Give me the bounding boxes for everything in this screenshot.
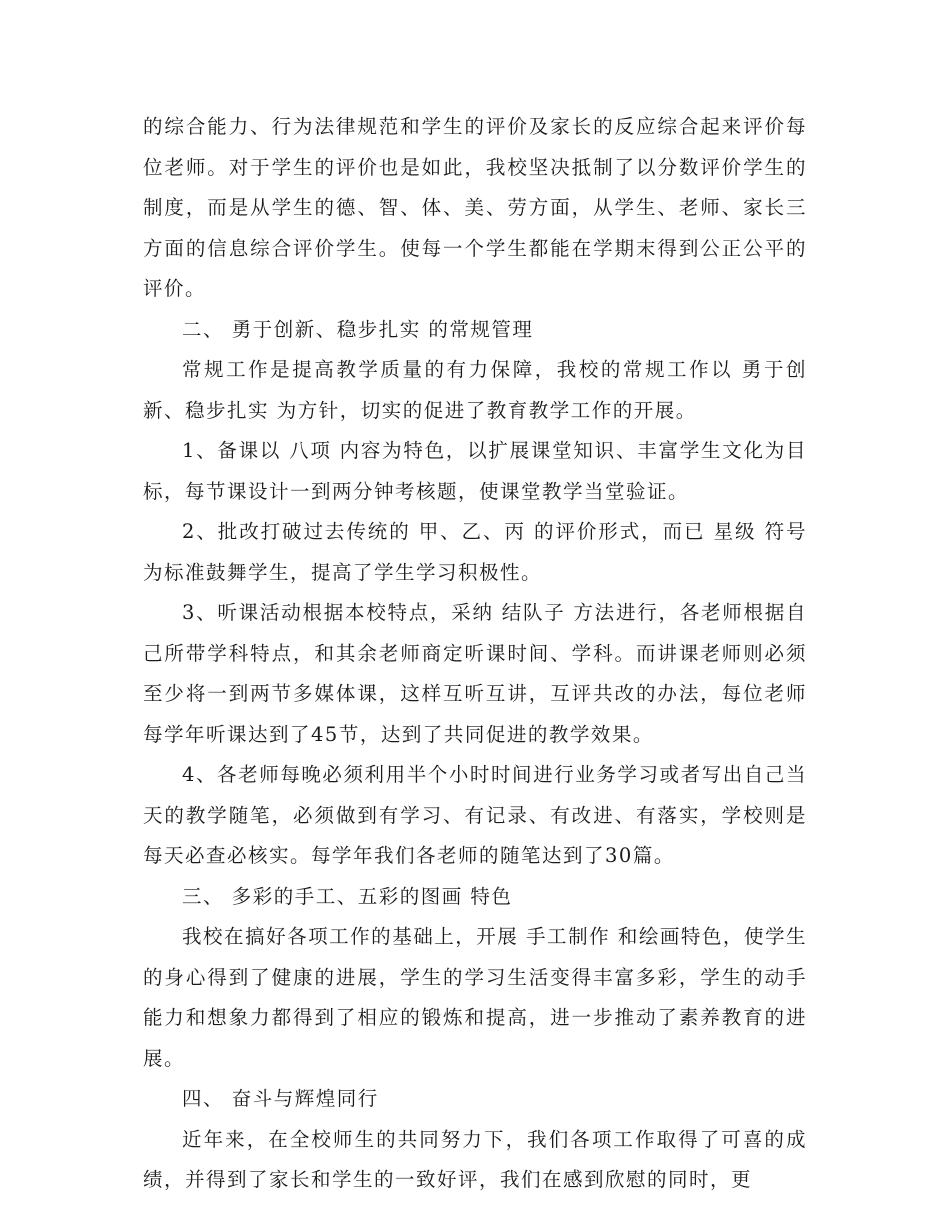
paragraph-observation: 3、听课活动根据本校特点，采纳 结队子 方法进行，各老师根据自己所带学科特点，和其余老师商定听课时间、学科。而讲课老师则必须至少将一到两节多媒体课，这样互听互讲，互评共改的办法，每位老师每学年听课达到了45节，达到了共同促进的教学效果。	[143, 601, 807, 746]
paragraph-achievements: 近年来，在全校师生的共同努力下，我们各项工作取得了可喜的成绩，并得到了家长和学生的一致好评，我们在感到欣慰的同时，更	[143, 1127, 807, 1191]
paragraph-routine-work: 常规工作是提高教学质量的有力保障，我校的常规工作以 勇于创新、稳步扎实 为方针，切实的促进了教育教学工作的开展。	[143, 358, 807, 422]
section-heading-2: 二、 勇于创新、稳步扎实 的常规管理	[182, 317, 534, 341]
paragraph-grading: 2、批改打破过去传统的 甲、乙、丙 的评价形式，而已 星级 符号为标准鼓舞学生，提高了学生学习积极性。	[143, 520, 807, 584]
section-heading-4: 四、 奋斗与辉煌同行	[182, 1087, 379, 1110]
paragraph-lesson-prep: 1、备课以 八项 内容为特色，以扩展课堂知识、丰富学生文化为目标，每节课设计一到两分钟考核题，使课堂教学当堂验证。	[143, 439, 807, 503]
section-heading-3: 三、 多彩的手工、五彩的图画 特色	[182, 884, 513, 908]
document-body	[143, 107, 807, 1201]
paragraph-study-notes: 4、各老师每晚必须利用半个小时时间进行业务学习或者写出自己当天的教学随笔，必须做到有学习、有记录、有改进、有落实，学校则是每天必查必核实。每学年我们各老师的随笔达到了30篇。	[143, 763, 807, 867]
paragraph-continued: 的综合能力、行为法律规范和学生的评价及家长的反应综合起来评价每位老师。对于学生的评价也是如此，我校坚决抵制了以分数评价学生的制度，而是从学生的德、智、体、美、劳方面，从学生、老师、家长三方面的信息综合评价学生。使每一个学生都能在学期末得到公正公平的评价。	[143, 115, 807, 300]
paragraph-handcraft: 我校在搞好各项工作的基础上，开展 手工制作 和绘画特色，使学生的身心得到了健康的进展，学生的学习生活变得丰富多彩，学生的动手能力和想象力都得到了相应的锻炼和提高，进一步推动了素养教育的进展。	[143, 925, 807, 1070]
